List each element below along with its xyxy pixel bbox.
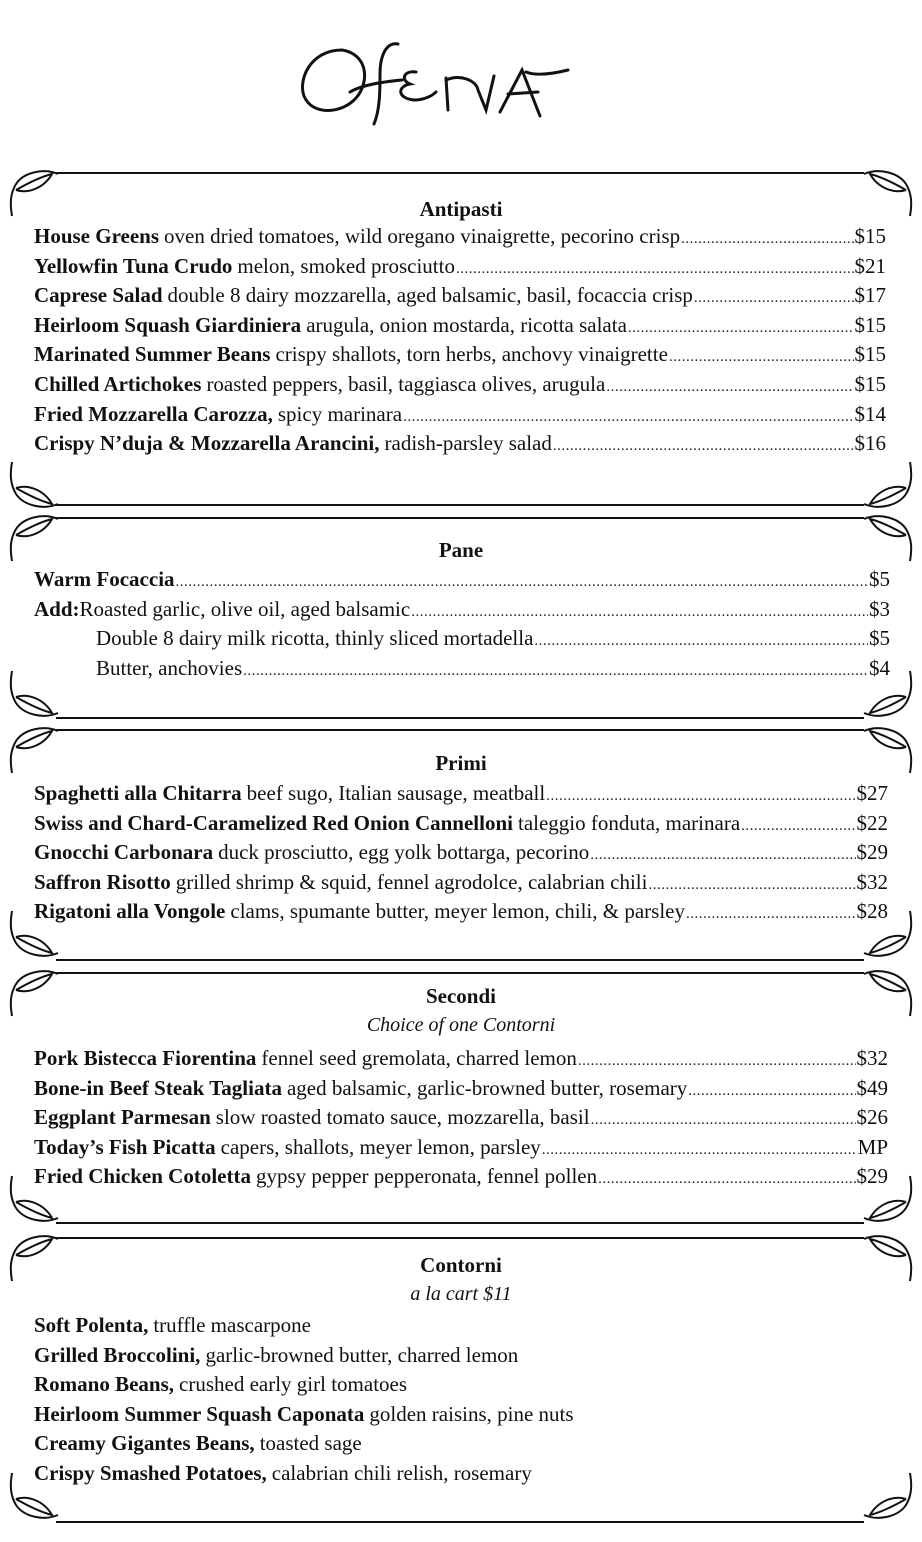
item-price: $22	[856, 810, 888, 835]
item-name: Creamy Gigantes Beans,	[34, 1431, 255, 1456]
section-subtitle: Choice of one Contorni	[366, 1014, 556, 1036]
menu-item	[34, 870, 888, 900]
item-description: gypsy pepper pepperonata, fennel pollen	[255, 1164, 598, 1189]
dot-leader	[628, 320, 854, 337]
item-description: arugula, onion mostarda, ricotta salata	[306, 312, 627, 337]
item-name: Fried Mozzarella Carozza,	[34, 401, 273, 426]
frame-top-line	[56, 172, 864, 174]
section-subtitle: a la cart $11	[410, 1283, 512, 1305]
menu-list	[34, 224, 886, 461]
item-description: crushed early girl tomatoes	[179, 1372, 408, 1397]
dot-leader	[590, 847, 855, 864]
menu-item	[34, 811, 888, 841]
item-price: $15	[854, 312, 886, 337]
frame-bottom-line	[56, 1222, 864, 1224]
menu-item	[34, 781, 888, 811]
item-price: $17	[854, 283, 886, 308]
dot-leader	[694, 290, 854, 307]
item-description: fennel seed gremolata, charred lemon	[261, 1046, 577, 1070]
item-price: $14	[854, 401, 886, 426]
section-title: Antipasti	[419, 197, 503, 221]
item-description: crispy shallots, torn herbs, anchovy vinaigrette	[275, 342, 668, 367]
item-name: Bone-in Beef Steak Tagliata	[34, 1075, 282, 1100]
addon-description: Butter, anchovies	[96, 655, 243, 680]
frame-top-line	[56, 972, 864, 974]
swirl-bottom-right-icon	[858, 1469, 918, 1529]
item-price: MP	[857, 1134, 888, 1159]
item-name: Gnocchi Carbonara	[34, 840, 214, 865]
item-description: toasted sage	[259, 1431, 362, 1456]
addon-price: $5	[869, 626, 890, 651]
section-contorni	[0, 1225, 922, 1535]
addon-description: Double 8 dairy milk ricotta, thinly sliced mortadella	[96, 626, 534, 651]
item-name: Soft Polenta,	[34, 1313, 149, 1337]
menu-item	[34, 1461, 888, 1491]
item-price: $32	[856, 1046, 888, 1070]
item-name: Swiss and Chard-Caramelized Red Onion Cannelloni	[34, 810, 513, 835]
item-name: Romano Beans,	[34, 1372, 175, 1397]
item-description: double 8 dairy mozzarella, aged balsamic, basil, focaccia crisp	[167, 283, 693, 308]
item-price: $26	[856, 1105, 888, 1130]
menu-item	[34, 254, 886, 284]
ofena-script-logo-icon	[290, 30, 590, 140]
menu-item	[34, 283, 886, 313]
swirl-bottom-left-icon	[4, 1172, 64, 1232]
dot-leader	[578, 1053, 856, 1070]
swirl-bottom-left-icon	[4, 907, 64, 967]
item-description: capers, shallots, meyer lemon, parsley	[220, 1134, 541, 1159]
item-description: oven dried tomatoes, wild oregano vinaigrette, pecorino crisp	[164, 224, 681, 248]
item-description: aged balsamic, garlic-browned butter, rosemary	[286, 1075, 688, 1100]
add-label: Add:	[34, 596, 80, 621]
item-price: $28	[856, 899, 888, 924]
addon-item	[34, 626, 890, 656]
dot-leader	[688, 1083, 855, 1100]
item-name: Spaghetti alla Chitarra	[34, 781, 242, 805]
swirl-bottom-left-icon	[4, 1469, 64, 1529]
item-name: Saffron Risotto	[34, 869, 171, 894]
item-name: Eggplant Parmesan	[34, 1105, 211, 1130]
menu-item	[34, 313, 886, 343]
menu-list	[34, 1313, 888, 1491]
item-price: $49	[856, 1075, 888, 1100]
item-price: $15	[854, 224, 886, 248]
item-name: Grilled Broccolini,	[34, 1342, 201, 1367]
addon-price: $4	[869, 655, 890, 680]
section-title: Secondi	[425, 984, 496, 1008]
menu-item	[34, 1402, 888, 1432]
item-name: Pork Bistecca Fiorentina	[34, 1046, 257, 1070]
item-name: Warm Focaccia	[34, 567, 175, 591]
item-name: Heirloom Squash Giardiniera	[34, 312, 302, 337]
item-description: melon, smoked prosciutto	[237, 253, 455, 278]
item-price: $5	[869, 567, 890, 591]
item-description: grilled shrimp & squid, fennel agrodolce, calabrian chili	[175, 869, 648, 894]
item-description: golden raisins, pine nuts	[369, 1401, 574, 1426]
item-description: garlic-browned butter, charred lemon	[205, 1342, 519, 1367]
item-description: slow roasted tomato sauce, mozzarella, basil	[215, 1105, 590, 1130]
menu-item	[34, 431, 886, 461]
section-pane	[0, 505, 922, 725]
item-description: clams, spumante butter, meyer lemon, chili, & parsley	[230, 899, 685, 924]
item-description: spicy marinara	[277, 401, 403, 426]
menu-item	[34, 1164, 888, 1194]
item-name: Rigatoni alla Vongole	[34, 899, 226, 924]
menu-item	[34, 1431, 888, 1461]
section-title: Primi	[435, 751, 487, 775]
menu-item	[34, 1105, 888, 1135]
menu-item	[34, 840, 888, 870]
menu-item	[34, 1076, 888, 1106]
menu-list	[34, 1046, 888, 1194]
item-price: $29	[856, 1164, 888, 1189]
menu-item	[34, 1343, 888, 1373]
item-name: Yellowfin Tuna Crudo	[34, 253, 233, 278]
section-antipasti	[0, 160, 922, 525]
section-title: Pane	[438, 538, 484, 562]
item-price: $16	[854, 431, 886, 456]
dot-leader	[598, 1171, 855, 1188]
item-name: Heirloom Summer Squash Caponata	[34, 1401, 365, 1426]
frame-bottom-line	[56, 1521, 864, 1523]
item-price: $29	[856, 840, 888, 865]
item-price: $15	[854, 342, 886, 367]
dot-leader	[681, 231, 853, 248]
menu-item	[34, 1046, 888, 1076]
item-name: Caprese Salad	[34, 283, 163, 308]
addon-item	[34, 656, 890, 686]
section-secondi	[0, 960, 922, 1235]
dot-leader	[456, 261, 854, 278]
frame-top-line	[56, 1237, 864, 1239]
item-description: truffle mascarpone	[153, 1313, 311, 1337]
item-name: Today’s Fish Picatta	[34, 1134, 216, 1159]
dot-leader	[553, 438, 854, 455]
restaurant-logo	[0, 20, 922, 140]
dot-leader	[741, 818, 855, 835]
dot-leader	[243, 663, 868, 680]
item-price: $27	[856, 781, 888, 805]
section-title: Contorni	[420, 1253, 502, 1277]
dot-leader	[686, 906, 856, 923]
addon-description: Roasted garlic, olive oil, aged balsamic	[79, 596, 411, 621]
menu-item	[34, 342, 886, 372]
swirl-bottom-right-icon	[858, 907, 918, 967]
dot-leader	[606, 379, 853, 396]
item-description: radish-parsley salad	[384, 431, 552, 456]
frame-top-line	[56, 517, 864, 519]
menu-item	[34, 402, 886, 432]
item-price: $32	[856, 869, 888, 894]
dot-leader	[403, 409, 853, 426]
item-name: House Greens	[34, 224, 160, 248]
item-price: $21	[854, 253, 886, 278]
dot-leader	[591, 1112, 856, 1129]
item-description: calabrian chili relish, rosemary	[271, 1460, 532, 1485]
dot-leader	[669, 349, 854, 366]
item-description: taleggio fonduta, marinara	[517, 810, 741, 835]
menu-item	[34, 1372, 888, 1402]
dot-leader	[542, 1142, 857, 1159]
menu-item	[34, 372, 886, 402]
swirl-bottom-right-icon	[858, 1172, 918, 1232]
dot-leader	[648, 877, 855, 894]
item-name: Crispy N’duja & Mozzarella Arancini,	[34, 431, 380, 456]
item-name: Marinated Summer Beans	[34, 342, 271, 367]
item-description: duck prosciutto, egg yolk bottarga, pecorino	[218, 840, 590, 865]
dot-leader	[411, 604, 868, 621]
menu-item	[34, 899, 888, 929]
section-primi	[0, 717, 922, 967]
menu-item	[34, 1313, 888, 1343]
frame-top-line	[56, 729, 864, 731]
dot-leader	[546, 788, 855, 805]
item-name: Fried Chicken Cotoletta	[34, 1164, 251, 1189]
menu-item	[34, 224, 886, 254]
item-price: $15	[854, 371, 886, 396]
dot-leader	[534, 633, 868, 650]
menu-list	[34, 781, 888, 929]
dot-leader	[176, 574, 868, 591]
item-description: roasted peppers, basil, taggiasca olives, arugula	[206, 371, 606, 396]
item-name: Crispy Smashed Potatoes,	[34, 1460, 267, 1485]
menu-item	[34, 1135, 888, 1165]
menu-item	[34, 567, 890, 597]
menu-list	[34, 567, 890, 685]
item-description: beef sugo, Italian sausage, meatball	[246, 781, 546, 805]
item-name: Chilled Artichokes	[34, 371, 202, 396]
addon-price: $3	[869, 596, 890, 621]
addon-item	[34, 597, 890, 627]
